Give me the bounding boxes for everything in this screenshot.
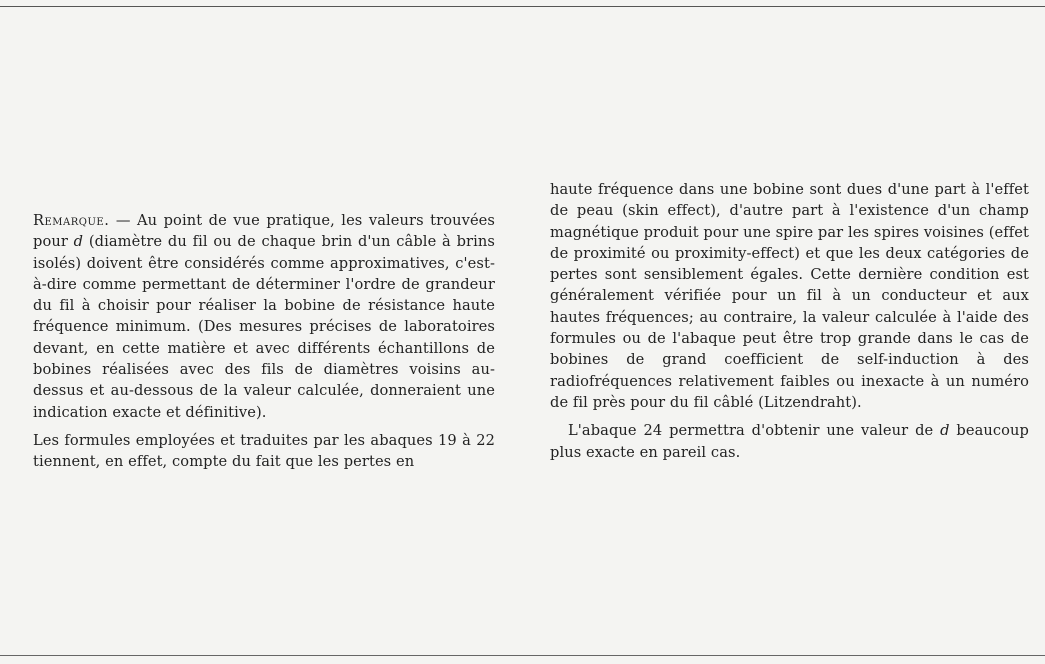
left-column: [33, 210, 495, 473]
remarque-heading: Remarque.: [33, 212, 110, 229]
remarque-text-a: Au point de vue pratique, les valeurs trouvées pour: [33, 212, 496, 251]
variable-d-2: d: [940, 422, 950, 440]
abaque-paragraph: [550, 420, 1029, 463]
abaque-text-a: L'abaque 24 permettra d'obtenir une valeur de: [568, 422, 941, 440]
pertes-paragraph: haute fréquence dans une bobine sont dues d'une part à l'effet de peau (skin effect), d'autre part à l'existence d'un champ magnétique produit pour une spire par les spires voisines (effet de proximité ou proximity-effect) et que les deux catégories de pertes sont sensiblement égales. Cette dernière condition est généralement vérifiée pour un fil à un conducteur et aux hautes fréquences; au contraire, la valeur calculée à l'aide des formules ou de l'abaque peut être trop grande dans le cas de bobines de grand coefficient de self-induction à des radiofréquences relativement faibles ou inexacte à un numéro de fil près pour du fil câblé (Litzendraht).: [550, 181, 1029, 411]
top-rule: [0, 6, 1045, 7]
remarque-text-b: (diamètre du fil ou de chaque brin d'un câble à brins isolés) doivent être considérés comme approximatives, c'est-à-dire comme permettant de déterminer l'ordre de grandeur du fil à choisir pour réaliser la bobine de résistance haute fréquence minimum. (Des mesures précises de laboratoires devant, en cette matière et avec différents échantillons de bobines réalisées avec des fils de diamètres voisins au-dessus et au-dessous de la valeur calculée, donneraient une indication exacte et définitive).: [33, 233, 495, 421]
em-dash: —: [109, 212, 137, 229]
abaque-text-b: beaucoup plus exacte en pareil cas.: [550, 422, 1029, 461]
right-column: [550, 179, 1029, 463]
formules-paragraph: Les formules employées et traduites par les abaques 19 à 22 tiennent, en effet, compte du fait que les pertes en: [33, 431, 495, 471]
remarque-paragraph: [33, 210, 495, 423]
variable-d: d: [73, 233, 84, 251]
bottom-rule: [0, 655, 1045, 656]
